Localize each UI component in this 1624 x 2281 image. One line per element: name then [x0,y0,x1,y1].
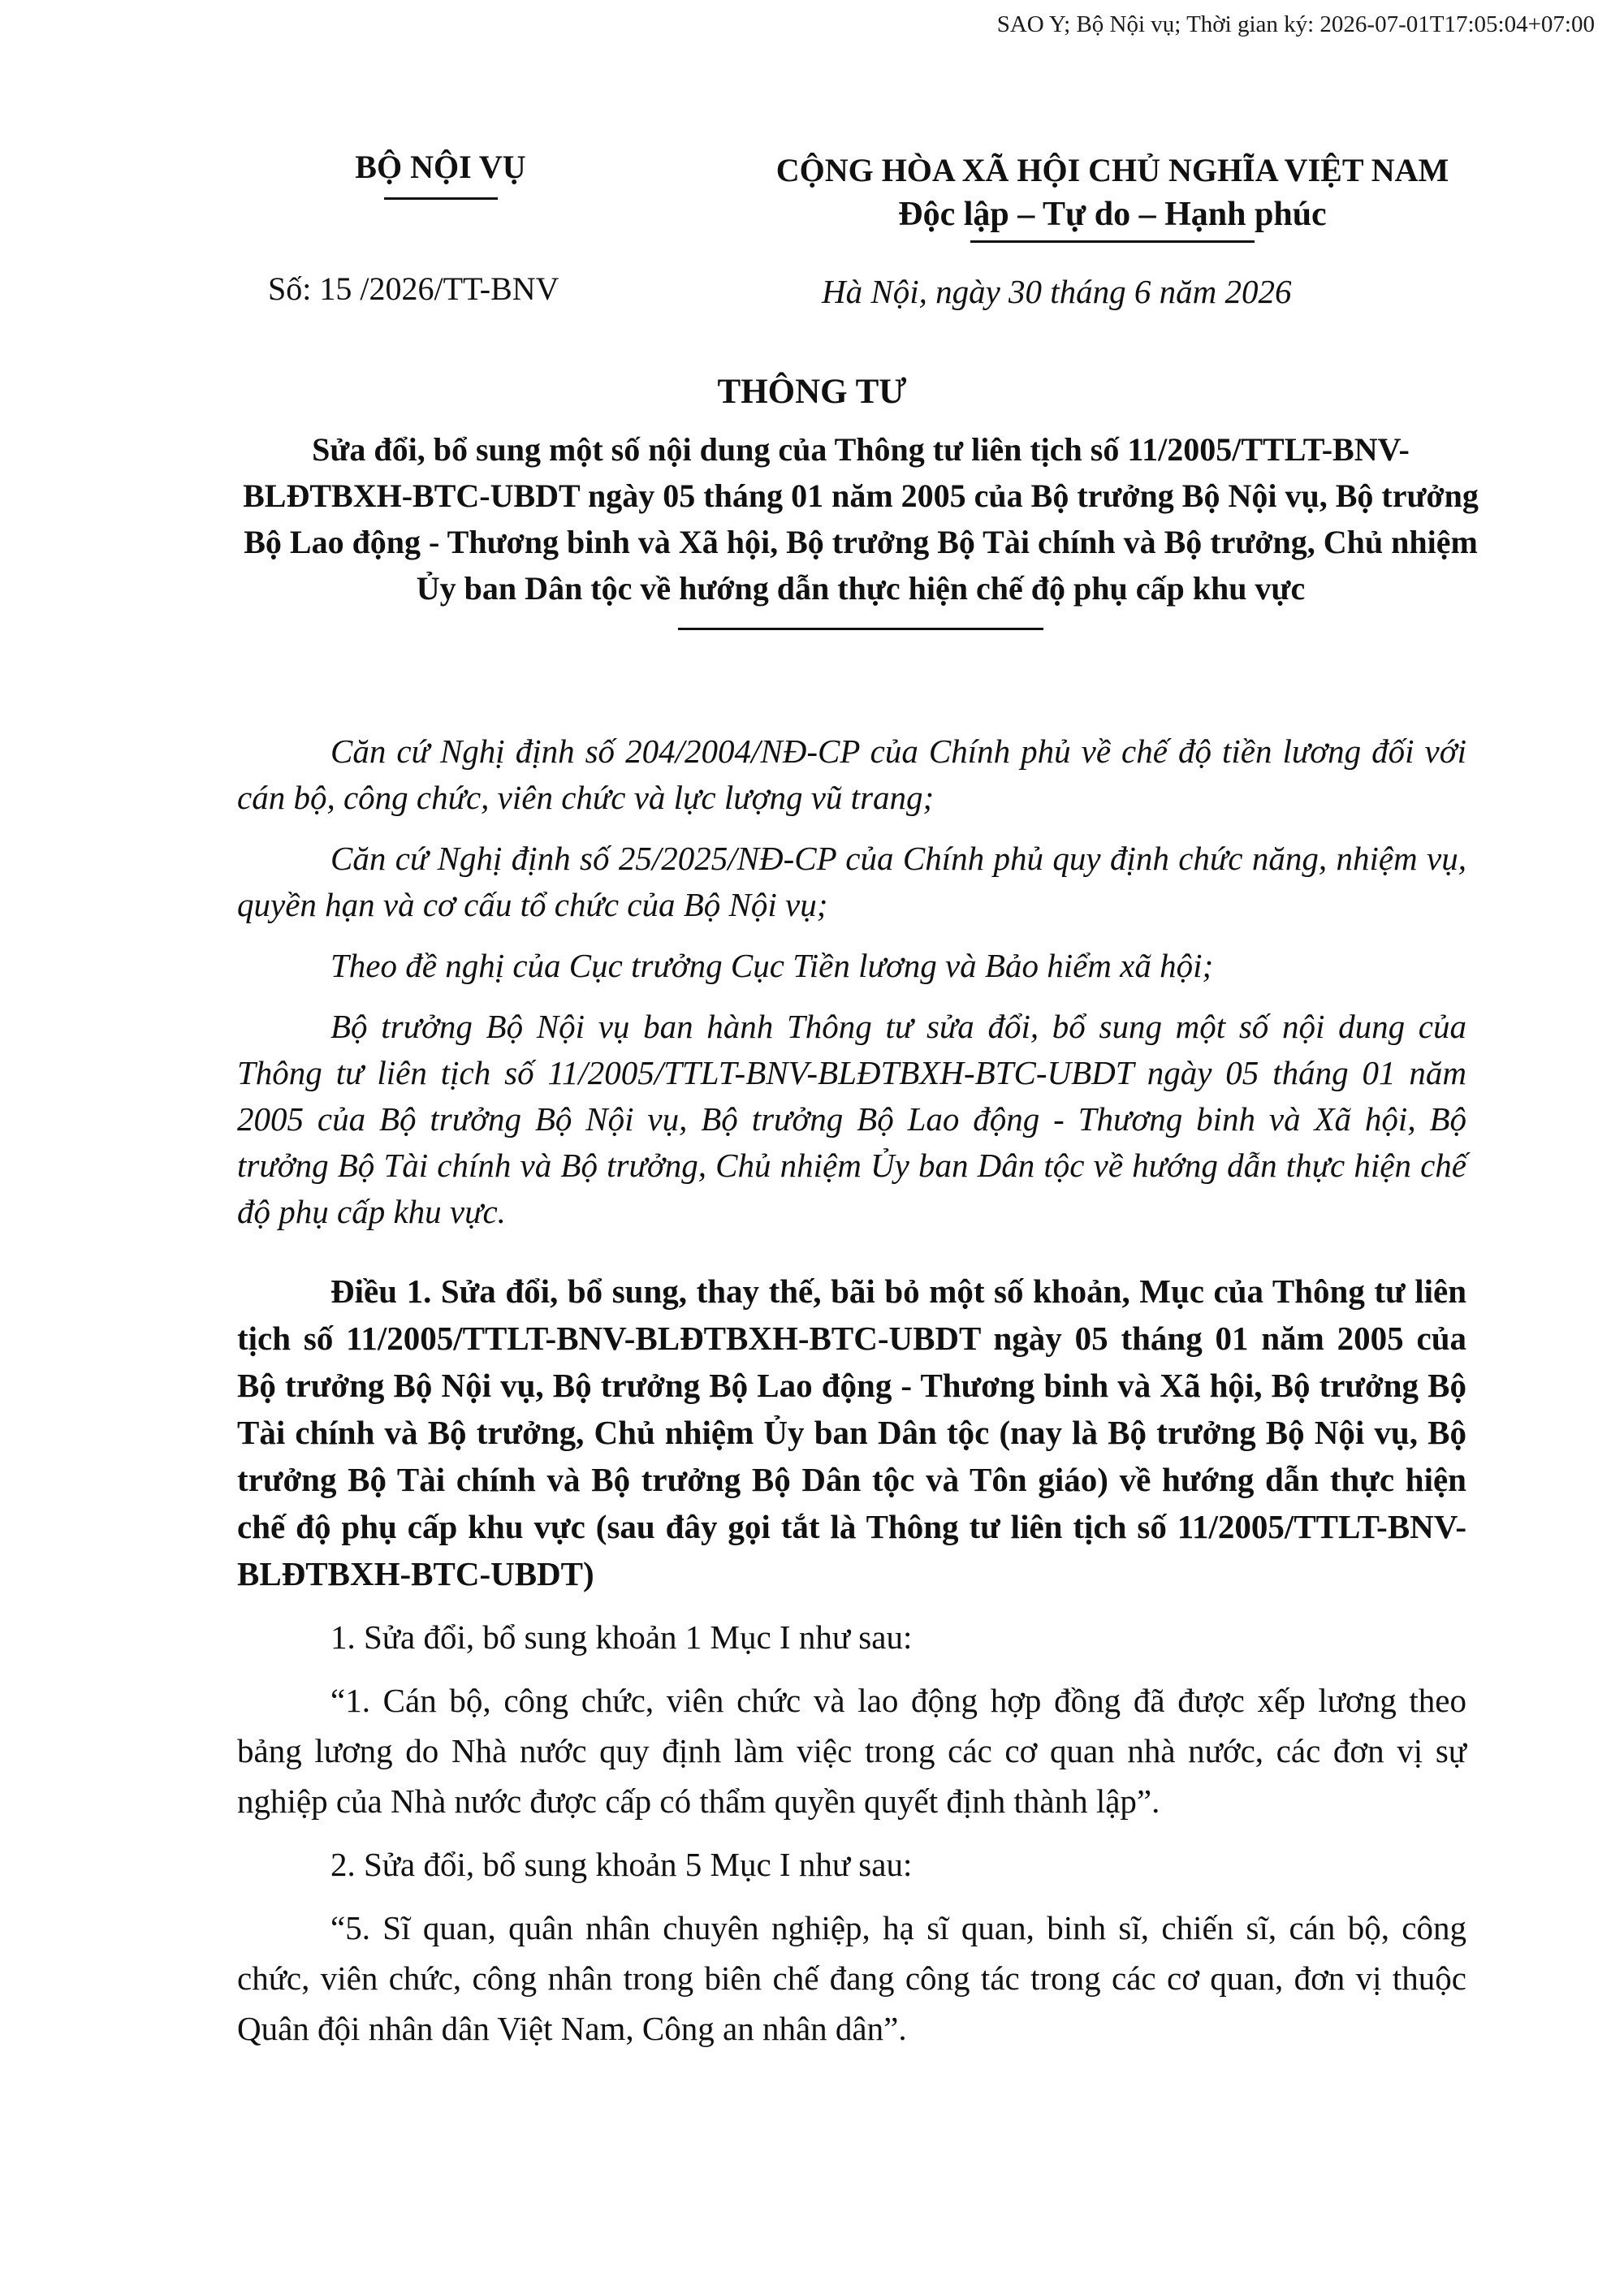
subject-underline [678,628,1043,630]
ministry-header [300,148,581,200]
document-subject [240,426,1482,630]
article-1-heading: Điều 1. Sửa đổi, bổ sung, thay thế, bãi bỏ một số khoản, Mục của Thông tư liên tịch số 11/2005/TTLT-BNV-BLĐTBXH-BTC-UBDT ngày 05 tháng 01 năm 2005 của Bộ trưởng Bộ Nội vụ, Bộ trưởng Bộ Lao động - Thương binh và Xã hội, Bộ trưởng Bộ Tài chính và Bộ trưởng, Chủ nhiệm Ủy ban Dân tộc (nay là Bộ trưởng Bộ Nội vụ, Bộ trưởng Bộ Tài chính và Bộ trưởng Bộ Dân tộc và Tôn giáo) về hướng dẫn thực hiện chế độ phụ cấp khu vực (sau đây gọi tắt là Thông tư liên tịch số 11/2005/TTLT-BNV-BLĐTBXH-BTC-UBDT) [237,1272,1466,1592]
document-title: THÔNG TƯ [717,373,907,411]
article-item: 2. Sửa đổi, bổ sung khoản 5 Mục I như sau: [330,1846,913,1883]
preamble [237,728,1466,1235]
place-and-date: Hà Nội, ngày 30 tháng 6 năm 2026 [822,273,1292,310]
digital-signature-stamp: SAO Y; Bộ Nội vụ; Thời gian ký: 2026-07-01T17:05:04+07:00 [996,11,1595,37]
ministry-underline [384,197,498,200]
national-motto: Độc lập – Tự do – Hạnh phúc [898,196,1327,233]
document-body [237,728,1466,2067]
country-name: CỘNG HÒA XÃ HỘI CHỦ NGHĨA VIỆT NAM [775,152,1449,188]
subject-text: Sửa đổi, bổ sung một số nội dung của Thông tư liên tịch số 11/2005/TTLT-BNV-BLĐTBXH-BTC-UBDT ngày 05 tháng 01 năm 2005 của Bộ trưởng Bộ Nội vụ, Bộ trưởng Bộ Lao động - Thương binh và Xã hội, Bộ trưởng Bộ Tài chính và Bộ trưởng, Chủ nhiệm Ủy ban Dân tộc về hướng dẫn thực hiện chế độ phụ cấp khu vực [243,431,1479,607]
article-item: “5. Sĩ quan, quân nhân chuyên nghiệp, hạ sĩ quan, binh sĩ, chiến sĩ, cán bộ, công chức, viên chức, công nhân trong biên chế đang công tác trong các cơ quan, đơn vị thuộc Quân đội nhân dân Việt Nam, Công an nhân dân”. [237,1909,1466,2047]
preamble-paragraph: Theo đề nghị của Cục trưởng Cục Tiền lương và Bảo hiểm xã hội; [330,947,1214,984]
preamble-paragraph: Căn cứ Nghị định số 204/2004/NĐ-CP của Chính phủ về chế độ tiền lương đối với cán bộ, công chức, viên chức và lực lượng vũ trang; [237,732,1466,816]
document-number: Số: 15 /2026/TT-BNV [268,270,559,307]
article-item: “1. Cán bộ, công chức, viên chức và lao động hợp đồng đã được xếp lương theo bảng lương do Nhà nước quy định làm việc trong các cơ quan nhà nước, các đơn vị sự nghiệp của Nhà nước được cấp có thẩm quyền quyết định thành lập”. [237,1682,1466,1820]
preamble-paragraph: Căn cứ Nghị định số 25/2025/NĐ-CP của Chính phủ quy định chức năng, nhiệm vụ, quyền hạn và cơ cấu tổ chức của Bộ Nội vụ; [237,840,1466,923]
national-header [706,148,1518,243]
preamble-paragraph: Bộ trưởng Bộ Nội vụ ban hành Thông tư sửa đổi, bổ sung một số nội dung của Thông tư liên tịch số 11/2005/TTLT-BNV-BLĐTBXH-BTC-UBDT ngày 05 tháng 01 năm 2005 của Bộ trưởng Bộ Nội vụ, Bộ trưởng Bộ Lao động - Thương binh và Xã hội, Bộ trưởng Bộ Tài chính và Bộ trưởng, Chủ nhiệm Ủy ban Dân tộc về hướng dẫn thực hiện chế độ phụ cấp khu vực. [237,1008,1466,1230]
article-item: 1. Sửa đổi, bổ sung khoản 1 Mục I như sau: [330,1618,913,1656]
ministry-name: BỘ NỘI VỤ [355,149,526,185]
motto-underline [970,240,1255,243]
